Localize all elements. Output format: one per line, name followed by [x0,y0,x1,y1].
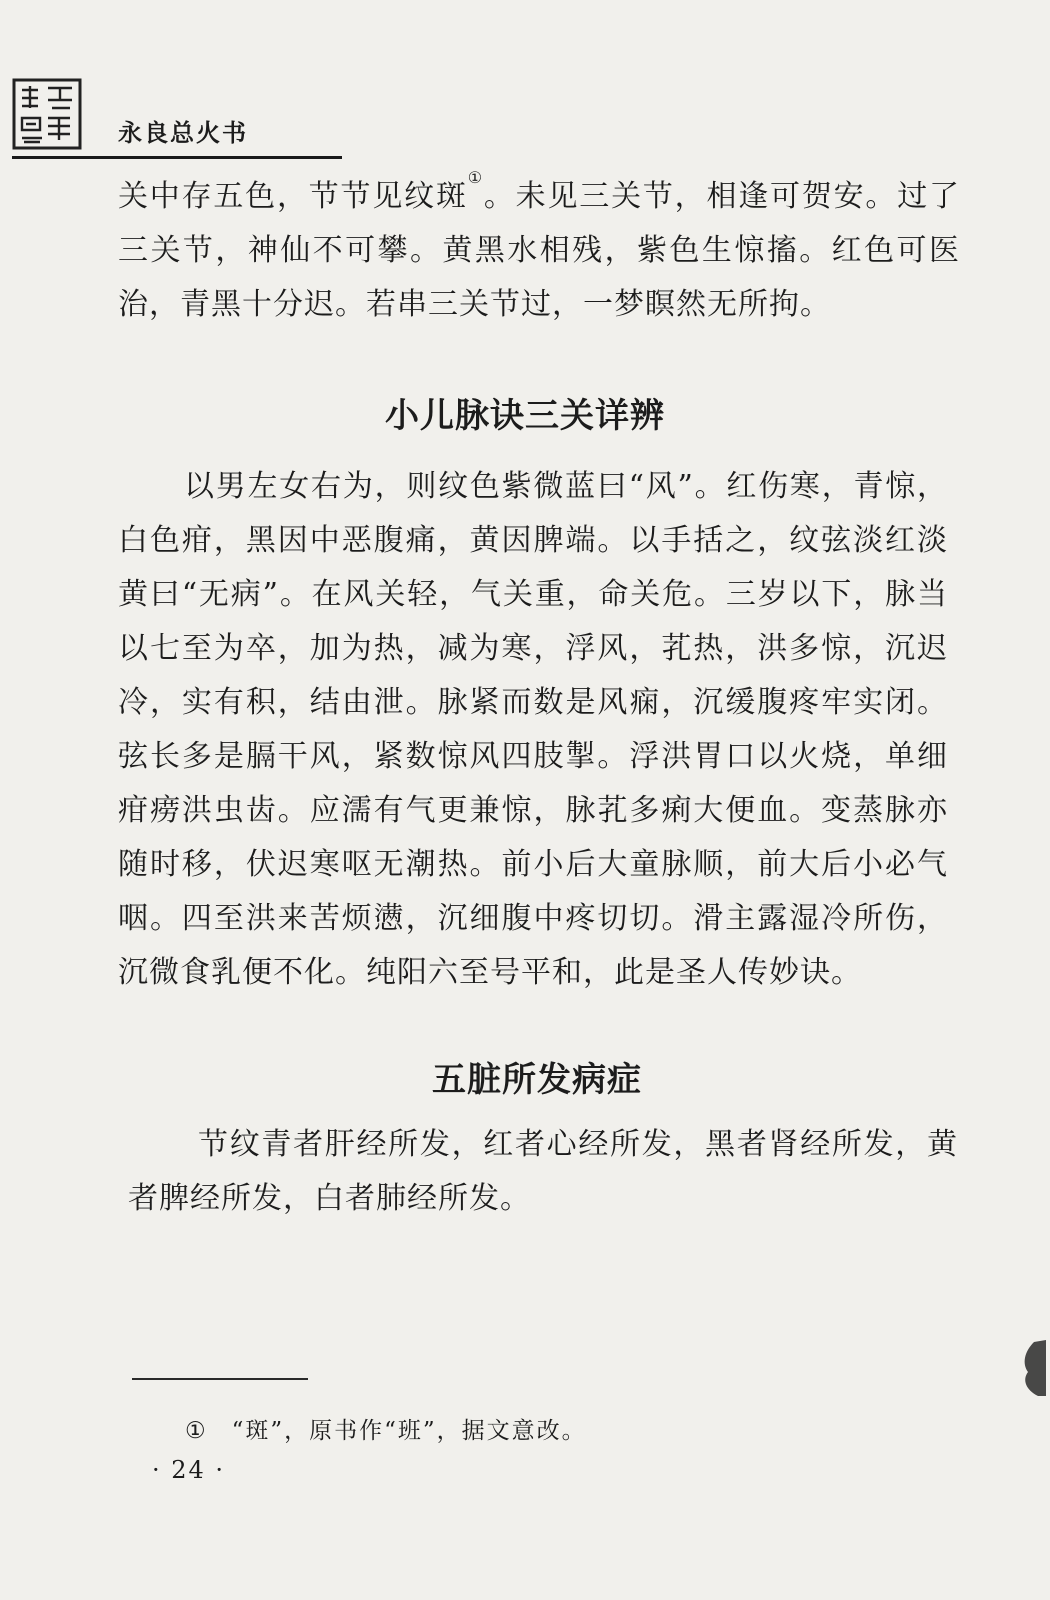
seal-stamp-icon [12,78,82,150]
page-number: · 24 · [152,1456,226,1484]
section-1-paragraph: 以男左女右为，则纹色紫微蓝曰“风”。红伤寒，青惊，白色疳，黑因中恶腹痛，黄因脾端。以手括之，纹弦淡红淡黄曰“无病”。在风关轻，气关重，命关危。三岁以下，脉当以七至为卒，加为热，减为寒，浮风，芤热，洪多惊，沉迟冷，实有积，结由泄。脉紧而数是风痫，沉缓腹疼牢实闭。弦长多是膈干风，紧数惊风四肢掣。浮洪胃口以火烧，单细疳痨洪虫齿。应濡有气更兼惊，脉芤多痢大便血。变蒸脉亦随时移，伏迟寒呕无潮热。前小后大童脉顺，前大后小必气咽。四至洪来苦烦懑，沉细腹中疼切切。滑主露湿冷所伤，沉微食乳便不化。纯阳六至号平和，此是圣人传妙诀。 [118,469,948,990]
paragraph-1-start: 关中存五色，节节见纹斑 [118,179,468,214]
footnote-text: “斑”，原书作“班”，据文意改。 [231,1418,587,1444]
paragraph-1-rest: 。未见三关节，相逢可贺安。过了三关节，神仙不可攀。黄黑水相残，紫色生惊搐。红色可医治，青黑十分迟。若串三关节过，一梦瞑然无所拘。 [118,179,961,322]
page-edge-smudge-icon [1016,1338,1046,1398]
paragraph-continued [118,170,960,332]
section-title-2: 五脏所发病症 [432,1060,642,1100]
header-rule [12,156,342,159]
footnote [185,1412,587,1445]
section-2-paragraph: 节纹青者肝经所发，红者心经所发，黑者肾经所发，黄者脾经所发，白者肺经所发。 [128,1127,958,1216]
footnote-rule [132,1378,308,1380]
footnote-mark: ① [185,1418,208,1444]
running-header-title: 永良总火书 [118,119,248,147]
footnote-reference-mark: ① [467,168,484,187]
section-title-1: 小儿脉诀三关详辨 [385,396,665,436]
